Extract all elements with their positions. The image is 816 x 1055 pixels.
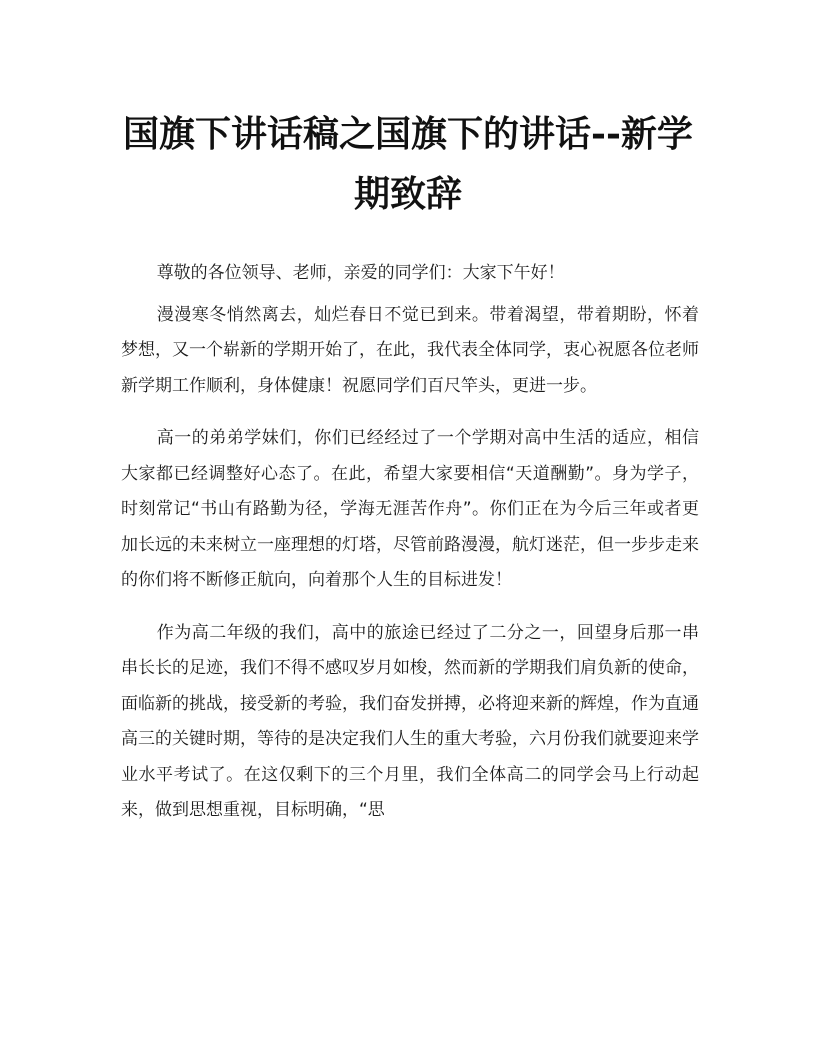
- document-title-line-1: 国旗下讲话稿之国旗下的讲话--新学: [123, 113, 693, 155]
- paragraph-opening: 漫漫寒冬悄然离去，灿烂春日不觉已到来。带着渴望，带着期盼，怀着梦想，又一个崭新的学期开始了，在此，我代表全体同学，衷心祝愿各位老师新学期工作顺利，身体健康！祝愿同学们百尺竿头，更进一步。: [121, 304, 699, 396]
- paragraph-greeting: 尊敬的各位领导、老师，亲爱的同学们：大家下午好！: [156, 263, 565, 283]
- paragraph-grade-two: 作为高二年级的我们，高中的旅途已经过了二分之一，回望身后那一串串长长的足迹，我们不得不感叹岁月如梭，然而新的学期我们肩负新的使命，面临新的挑战，接受新的考验，我们奋发拼搏，必将迎来新的辉煌，作为直通高三的关键时期，等待的是决定我们人生的重大考验，六月份我们就要迎来学业水平考试了。在这仅剩下的三个月里，我们全体高二的同学会马上行动起来，做到思想重视，目标明确，“思: [121, 622, 699, 820]
- paragraph-grade-one: 高一的弟弟学妹们，你们已经经过了一个学期对高中生活的适应，相信大家都已经调整好心态了。在此，希望大家要相信“天道酬勤”。身为学子，时刻常记“书山有路勤为径，学海无涯苦作舟”。你们正在为今后三年或者更加长远的未来树立一座理想的灯塔，尽管前路漫漫，航灯迷茫，但一步步走来的你们将不断修正航向，向着那个人生的目标进发！: [121, 428, 699, 590]
- document-body: [121, 256, 699, 829]
- document-title-line-2: 期致辞: [353, 173, 462, 215]
